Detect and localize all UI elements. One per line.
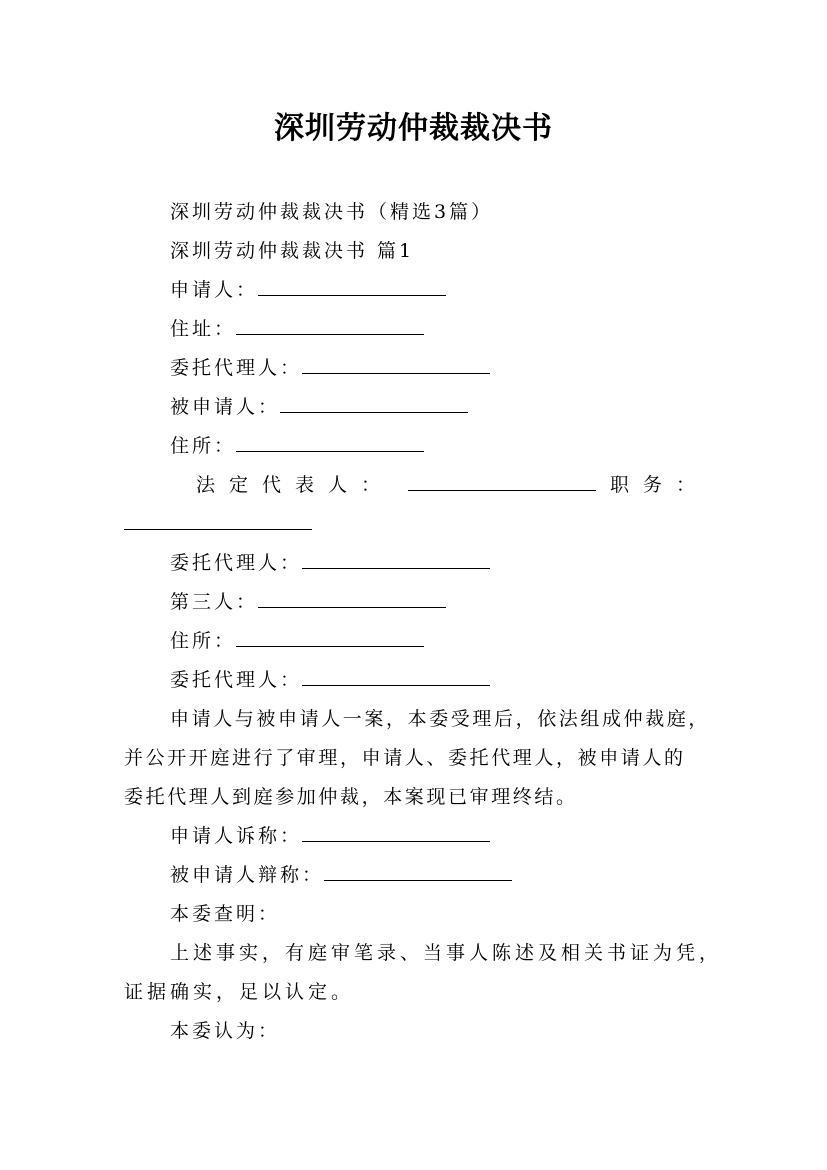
defense-label: 被申请人辩称： [170,864,325,886]
duty-label: 职务： [610,474,710,496]
agent-blank-3 [302,668,490,686]
residence-blank-2 [236,629,424,647]
respondent-field [170,395,770,419]
residence-field-1 [170,434,770,458]
paragraph-1-line-2: 并公开开庭进行了审理，申请人、委托代理人，被申请人的 [124,747,686,769]
residence-field-2 [170,629,770,653]
applicant-field [170,278,770,302]
agent-blank-2 [302,551,490,569]
agent-label-3: 委托代理人： [170,669,303,691]
agent-blank-1 [302,356,490,374]
section-heading: 深圳劳动仲裁裁决书 篇1 [170,240,415,262]
agent-field-1 [170,356,770,380]
paragraph-1-line-3: 委托代理人到庭参加仲裁，本案现已审理终结。 [124,786,578,808]
address-blank [236,317,424,335]
findings-heading: 本委查明： [170,903,281,925]
paragraph-2-line-2: 证据确实，足以认定。 [124,981,355,1003]
applicant-blank [258,278,446,296]
address-label: 住址： [170,318,237,340]
opinion-heading: 本委认为： [170,1020,281,1042]
agent-label-2: 委托代理人： [170,552,303,574]
respondent-label: 被申请人： [170,396,281,418]
claim-blank [302,824,490,842]
residence-label-2: 住所： [170,630,237,652]
residence-blank-1 [236,434,424,452]
defense-blank [324,863,512,881]
residence-label-1: 住所： [170,435,237,457]
third-party-label: 第三人： [170,591,259,613]
claim-field [170,824,770,848]
third-party-blank [258,590,446,608]
defense-field [170,863,770,887]
address-field [170,317,770,341]
duty-blank [124,512,312,530]
document-title: 深圳劳动仲裁裁决书 [274,111,553,146]
document-subtitle: 深圳劳动仲裁裁决书（精选3篇） [170,201,494,223]
respondent-blank [280,395,468,413]
legal-rep-field [196,473,796,497]
paragraph-1-line-1: 申请人与被申请人一案，本委受理后，依法组成仲裁庭， [170,708,711,730]
duty-field [124,512,724,536]
agent-label-1: 委托代理人： [170,357,303,379]
agent-field-2 [170,551,770,575]
applicant-label: 申请人： [170,279,259,301]
paragraph-2-line-1: 上述事实，有庭审笔录、当事人陈述及相关书证为凭， [170,942,723,964]
third-party-field [170,590,770,614]
agent-field-3 [170,668,770,692]
legal-rep-blank [408,473,596,491]
claim-label: 申请人诉称： [170,825,303,847]
legal-rep-label: 法定代表人： [196,474,395,496]
